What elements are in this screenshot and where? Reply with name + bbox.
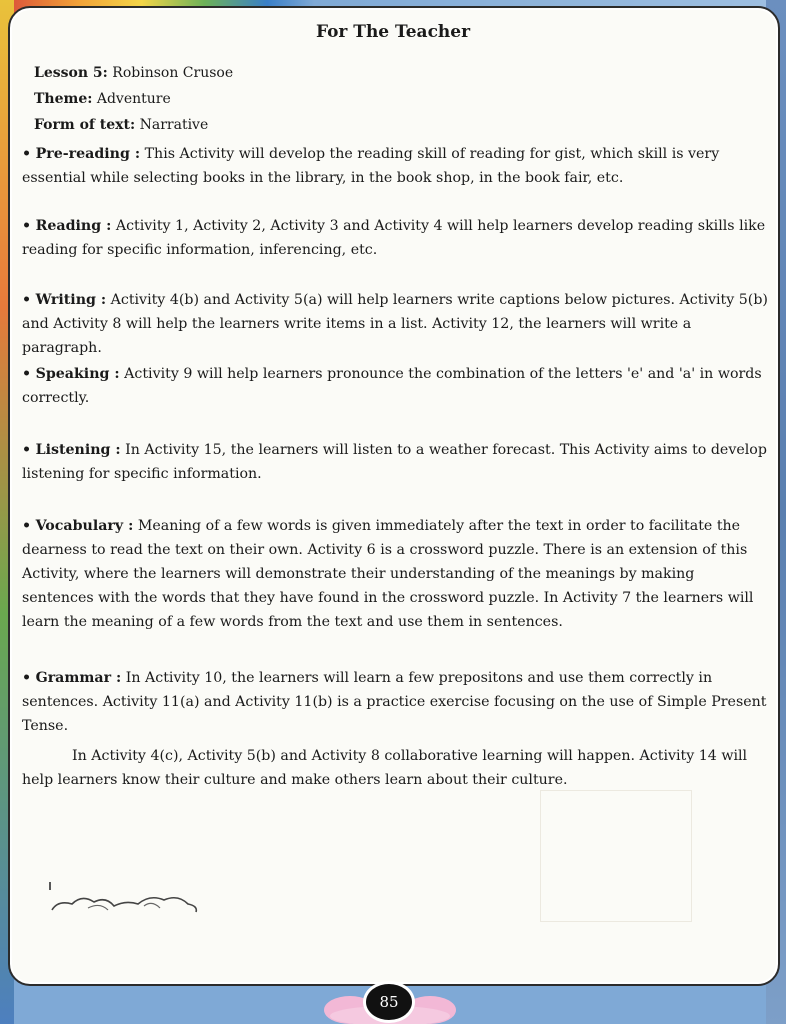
item-heading: Pre-reading : — [35, 146, 141, 162]
item-text: This Activity will develop the reading skill of reading for gist, which skill is very essential while selecting books in the library, in the book shop, in the book fair, etc. — [22, 146, 720, 186]
bullet-icon: • — [22, 518, 32, 534]
item-heading: Listening : — [35, 442, 121, 458]
item-speaking — [22, 362, 770, 410]
item-text: Activity 9 will help learners pronounce the combination of the letters 'e' and 'a' in words correctly. — [22, 366, 762, 406]
item-grammar — [22, 666, 770, 738]
item-heading: Writing : — [35, 292, 107, 308]
item-heading: Speaking : — [35, 366, 120, 382]
page-title: For The Teacher — [315, 22, 471, 42]
item-reading — [22, 214, 770, 262]
bullet-icon: • — [22, 366, 32, 382]
closing-paragraph: In Activity 4(c), Activity 5(b) and Activity 8 collaborative learning will happen. Activity 14 will help learners know their culture and make others learn about their culture. — [22, 748, 748, 788]
meta-value: Narrative — [139, 117, 209, 133]
item-heading: Grammar : — [35, 670, 122, 686]
meta-theme — [34, 90, 171, 108]
show-through-box — [540, 790, 692, 922]
meta-value: Robinson Crusoe — [112, 65, 234, 81]
cloud-doodle-icon — [48, 880, 208, 920]
item-text: Meaning of a few words is given immediately after the text in order to facilitate the dearness to read the text on their own. Activity 6 is a crossword puzzle. There is an extension of this Activity, where the learners will demonstrate their understanding of the meanings by making sentences with the words that they have found in the crossword puzzle. In Activity 7 the learners will learn the meaning of a few words from the text and use them in sentences. — [22, 518, 754, 630]
meta-lesson — [34, 64, 233, 82]
item-writing — [22, 288, 770, 360]
meta-label: Lesson 5: — [34, 65, 108, 81]
item-pre-reading — [22, 142, 770, 190]
meta-value: Adventure — [96, 91, 171, 107]
meta-form — [34, 116, 208, 134]
page-number: 85 — [366, 984, 412, 1020]
bullet-icon: • — [22, 146, 32, 162]
bullet-icon: • — [22, 442, 32, 458]
bullet-icon: • — [22, 292, 32, 308]
meta-label: Theme: — [34, 91, 93, 107]
bullet-icon: • — [22, 218, 32, 234]
item-heading: Vocabulary : — [35, 518, 134, 534]
item-text: Activity 4(b) and Activity 5(a) will help learners write captions below pictures. Activity 5(b) and Activity 8 will help the learners write items in a list. Activity 12, the learners will write a paragraph. — [22, 292, 768, 356]
item-listening — [22, 438, 770, 486]
item-text: In Activity 15, the learners will listen to a weather forecast. This Activity aims to develop listening for specific information. — [22, 442, 767, 482]
item-vocabulary — [22, 514, 770, 634]
bullet-icon: • — [22, 670, 32, 686]
item-text: Activity 1, Activity 2, Activity 3 and Activity 4 will help learners develop reading skills like reading for specific information, inferencing, etc. — [22, 218, 766, 258]
item-text: In Activity 10, the learners will learn a few prepositons and use them correctly in sentences. Activity 11(a) and Activity 11(b) is a practice exercise focusing on the use of Simple Present Tense. — [22, 670, 767, 734]
item-heading: Reading : — [35, 218, 112, 234]
meta-label: Form of text: — [34, 117, 136, 133]
